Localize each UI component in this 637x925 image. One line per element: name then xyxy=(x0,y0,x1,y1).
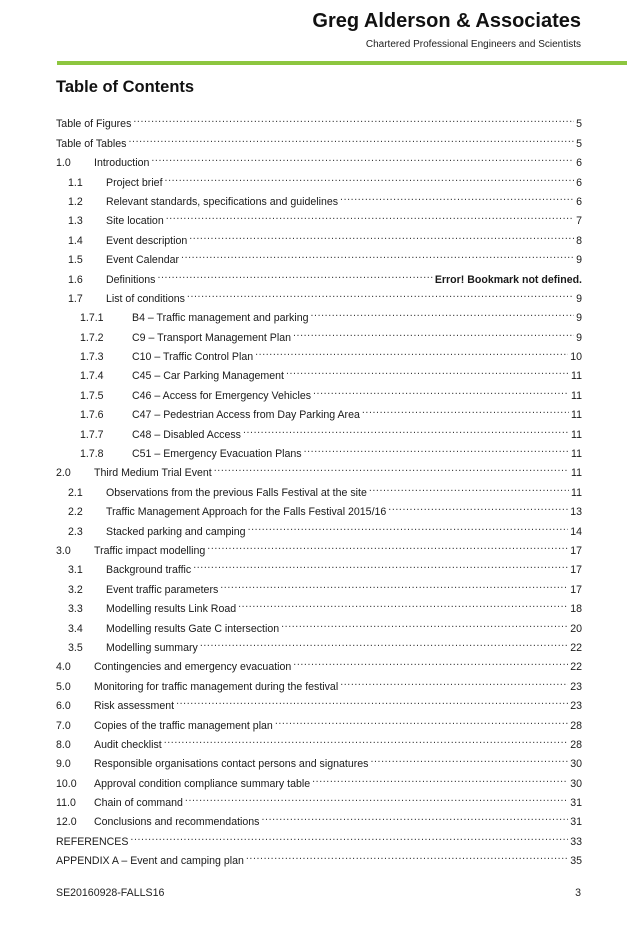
toc-dot-leader xyxy=(304,438,569,457)
toc-entry-title: Traffic Management Approach for the Falls Festival 2015/16 xyxy=(106,506,387,519)
toc-entry-title: Observations from the previous Falls Festival at the site xyxy=(106,486,367,499)
toc-entry-page: 10 xyxy=(570,351,582,364)
toc-dot-leader xyxy=(157,263,432,282)
toc-entry-page: 28 xyxy=(570,719,582,732)
toc-dot-leader xyxy=(176,690,568,709)
toc-entry-page: 28 xyxy=(570,738,582,751)
toc-dot-leader xyxy=(293,321,574,340)
toc-entry-page: 8 xyxy=(576,234,582,247)
toc-dot-leader xyxy=(286,360,569,379)
toc-entry-number: 6.0 xyxy=(56,700,71,713)
toc-dot-leader xyxy=(207,535,568,554)
toc-entry-page: 9 xyxy=(576,292,582,305)
toc-entry-title: Audit checklist xyxy=(94,738,162,751)
toc-entry-number: 1.7.7 xyxy=(80,428,104,441)
toc-entry-title: Risk assessment xyxy=(94,700,175,713)
toc-entry-title: Event traffic parameters xyxy=(106,583,219,596)
toc-entry-error: Error! Bookmark not defined. xyxy=(434,273,582,286)
toc-heading: Table of Contents xyxy=(56,78,195,96)
toc-entry-number: 1.3 xyxy=(68,215,83,228)
toc-dot-leader xyxy=(220,573,568,592)
toc-entry-number: 1.7.3 xyxy=(80,351,104,364)
toc-entry-title: C45 – Car Parking Management xyxy=(132,370,284,383)
toc-dot-leader xyxy=(243,418,569,437)
toc-entry-number: 1.2 xyxy=(68,195,83,208)
toc-entry-page: 9 xyxy=(576,254,582,267)
toc-dot-leader xyxy=(166,205,574,224)
toc-entry-page: 22 xyxy=(570,641,582,654)
header-divider xyxy=(57,61,627,65)
toc-entry[interactable] xyxy=(56,147,582,170)
toc-entry-page: 35 xyxy=(570,855,582,868)
toc-entry-page: 6 xyxy=(576,195,582,208)
toc-dot-leader xyxy=(293,651,568,670)
toc-entry-page: 23 xyxy=(570,680,582,693)
toc-dot-leader xyxy=(255,341,568,360)
toc-entry-title: B4 – Traffic management and parking xyxy=(132,312,309,325)
toc-entry-number: 3.3 xyxy=(68,603,83,616)
toc-entry-title: Table of Figures xyxy=(56,118,132,131)
toc-entry-title: C47 – Pedestrian Access from Day Parking Area xyxy=(132,409,360,422)
toc-entry-number: 2.1 xyxy=(68,486,83,499)
toc-entry-title: Modelling results Gate C intersection xyxy=(106,622,280,635)
toc-entry-page: 33 xyxy=(570,835,582,848)
toc-entry-title: Site location xyxy=(106,215,164,228)
company-tagline: Chartered Professional Engineers and Scientists xyxy=(365,39,581,50)
toc-entry-page: 6 xyxy=(576,157,582,170)
toc-entry-page: 11 xyxy=(571,409,582,422)
toc-entry-page: 17 xyxy=(570,544,582,557)
toc-entry-number: 1.7.8 xyxy=(80,448,104,461)
toc-entry-title: Third Medium Trial Event xyxy=(94,467,212,480)
toc-entry-number: 7.0 xyxy=(56,719,71,732)
toc-entry-number: 1.4 xyxy=(68,234,83,247)
toc-entry-number: 1.0 xyxy=(56,157,71,170)
toc-entry-number: 1.7.1 xyxy=(80,312,104,325)
toc-entry-number: 1.6 xyxy=(68,273,83,286)
toc-entry-title: Copies of the traffic management plan xyxy=(94,719,273,732)
toc-entry-title: Event Calendar xyxy=(106,254,180,267)
toc-entry-number: 3.5 xyxy=(68,641,83,654)
toc-entry-number: 3.2 xyxy=(68,583,83,596)
toc-dot-leader xyxy=(310,302,574,321)
toc-entry-title: C46 – Access for Emergency Vehicles xyxy=(132,389,312,402)
toc-dot-leader xyxy=(165,166,575,185)
toc-entry-page: 9 xyxy=(576,331,582,344)
toc-dot-leader xyxy=(181,244,574,263)
toc-entry-page: 13 xyxy=(570,506,582,519)
toc-entry-number: 1.7.5 xyxy=(80,389,104,402)
toc-entry-page: 11 xyxy=(571,428,582,441)
toc-entry-number: 3.0 xyxy=(56,544,71,557)
toc-entry-number: 3.4 xyxy=(68,622,83,635)
toc-entry-title: C9 – Transport Management Plan xyxy=(132,331,291,344)
toc-entry-title: APPENDIX A – Event and camping plan xyxy=(56,855,244,868)
toc-dot-leader xyxy=(128,127,574,146)
toc-entry-title: Chain of command xyxy=(94,797,183,810)
toc-dot-leader xyxy=(369,476,569,495)
toc-entry-title: Definitions xyxy=(106,273,156,286)
toc-entry-title: C10 – Traffic Control Plan xyxy=(132,351,254,364)
toc-entry-title: Approval condition compliance summary table xyxy=(94,777,311,790)
toc-entry-page: 7 xyxy=(576,215,582,228)
toc-dot-leader xyxy=(275,709,568,728)
toc-dot-leader xyxy=(200,632,568,651)
toc-dot-leader xyxy=(187,283,574,302)
toc-entry-title: C48 – Disabled Access xyxy=(132,428,241,441)
toc-dot-leader xyxy=(340,670,568,689)
toc-entry-title: REFERENCES xyxy=(56,835,129,848)
toc-entry-title: Introduction xyxy=(94,157,150,170)
company-name: Greg Alderson & Associates xyxy=(312,10,581,32)
toc-entry-page: 17 xyxy=(570,583,582,596)
toc-dot-leader xyxy=(214,457,569,476)
toc-entry-title: Modelling results Link Road xyxy=(106,603,237,616)
toc-dot-leader xyxy=(312,767,568,786)
toc-entry-number: 1.7.4 xyxy=(80,370,104,383)
toc-entry-page: 9 xyxy=(576,312,582,325)
toc-dot-leader xyxy=(313,379,569,398)
toc-entry-page: 18 xyxy=(570,603,582,616)
toc-entry-page: 11 xyxy=(571,486,582,499)
toc-entry-title: Traffic impact modelling xyxy=(94,544,206,557)
toc-entry-number: 2.0 xyxy=(56,467,71,480)
toc-entry-number: 9.0 xyxy=(56,758,71,771)
toc-entry-number: 1.1 xyxy=(68,176,83,189)
toc-entry-page: 20 xyxy=(570,622,582,635)
toc-entry-page: 5 xyxy=(576,137,582,150)
toc-entry-title: Relevant standards, specifications and guidelines xyxy=(106,195,339,208)
toc-entry-number: 2.3 xyxy=(68,525,83,538)
toc-entry-title: Project brief xyxy=(106,176,163,189)
footer-doc-code: SE20160928-FALLS16 xyxy=(56,887,165,899)
toc-dot-leader xyxy=(281,612,568,631)
toc-dot-leader xyxy=(340,186,574,205)
toc-entry-page: 11 xyxy=(571,448,582,461)
toc-entry-title: Conclusions and recommendations xyxy=(94,816,260,829)
toc-dot-leader xyxy=(246,845,568,864)
table-of-contents xyxy=(56,108,582,868)
toc-dot-leader xyxy=(388,496,568,515)
toc-entry-number: 4.0 xyxy=(56,661,71,674)
toc-dot-leader xyxy=(362,399,569,418)
toc-entry-number: 1.7.2 xyxy=(80,331,104,344)
toc-entry-number: 2.2 xyxy=(68,506,83,519)
toc-entry-title: C51 – Emergency Evacuation Plans xyxy=(132,448,302,461)
toc-dot-leader xyxy=(238,593,568,612)
toc-entry-number: 8.0 xyxy=(56,738,71,751)
toc-entry-title: Monitoring for traffic management during the festival xyxy=(94,680,339,693)
toc-dot-leader xyxy=(130,825,568,844)
toc-entry-page: 11 xyxy=(571,370,582,383)
toc-entry[interactable] xyxy=(56,127,582,150)
toc-entry-title: Background traffic xyxy=(106,564,192,577)
toc-dot-leader xyxy=(189,224,574,243)
toc-dot-leader xyxy=(133,108,574,127)
toc-dot-leader xyxy=(185,787,568,806)
toc-entry-title: Stacked parking and camping xyxy=(106,525,246,538)
toc-dot-leader xyxy=(370,748,568,767)
toc-entry-title: Contingencies and emergency evacuation xyxy=(94,661,292,674)
toc-entry-title: List of conditions xyxy=(106,292,185,305)
toc-entry-number: 12.0 xyxy=(56,816,77,829)
toc-dot-leader xyxy=(151,147,574,166)
toc-entry-number: 1.5 xyxy=(68,254,83,267)
toc-entry-page: 30 xyxy=(570,777,582,790)
toc-entry-number: 11.0 xyxy=(56,797,76,810)
toc-entry-page: 6 xyxy=(576,176,582,189)
toc-entry-page: 14 xyxy=(570,525,582,538)
toc-dot-leader xyxy=(164,729,568,748)
footer-page-number: 3 xyxy=(575,887,581,899)
toc-entry-page: 31 xyxy=(570,797,582,810)
toc-entry-page: 30 xyxy=(570,758,582,771)
toc-entry-page: 31 xyxy=(570,816,582,829)
toc-entry-title: Table of Tables xyxy=(56,137,127,150)
toc-entry-title: Event description xyxy=(106,234,188,247)
toc-entry-number: 10.0 xyxy=(56,777,77,790)
toc-entry[interactable] xyxy=(56,845,582,868)
toc-entry-page: 23 xyxy=(570,700,582,713)
toc-entry-page: 22 xyxy=(570,661,582,674)
toc-entry-page: 5 xyxy=(576,118,582,131)
toc-entry-title: Responsible organisations contact persons and signatures xyxy=(94,758,369,771)
toc-entry-number: 1.7.6 xyxy=(80,409,104,422)
toc-entry-number: 3.1 xyxy=(68,564,83,577)
toc-entry[interactable] xyxy=(56,825,582,848)
toc-dot-leader xyxy=(248,515,569,534)
toc-entry-number: 1.7 xyxy=(68,292,83,305)
toc-entry[interactable] xyxy=(56,108,582,131)
toc-entry-page: 11 xyxy=(571,389,582,402)
toc-entry-title: Modelling summary xyxy=(106,641,198,654)
toc-dot-leader xyxy=(193,554,568,573)
toc-entry-page: 17 xyxy=(570,564,582,577)
toc-entry-page: 11 xyxy=(571,467,582,480)
toc-entry-number: 5.0 xyxy=(56,680,71,693)
toc-dot-leader xyxy=(261,806,568,825)
